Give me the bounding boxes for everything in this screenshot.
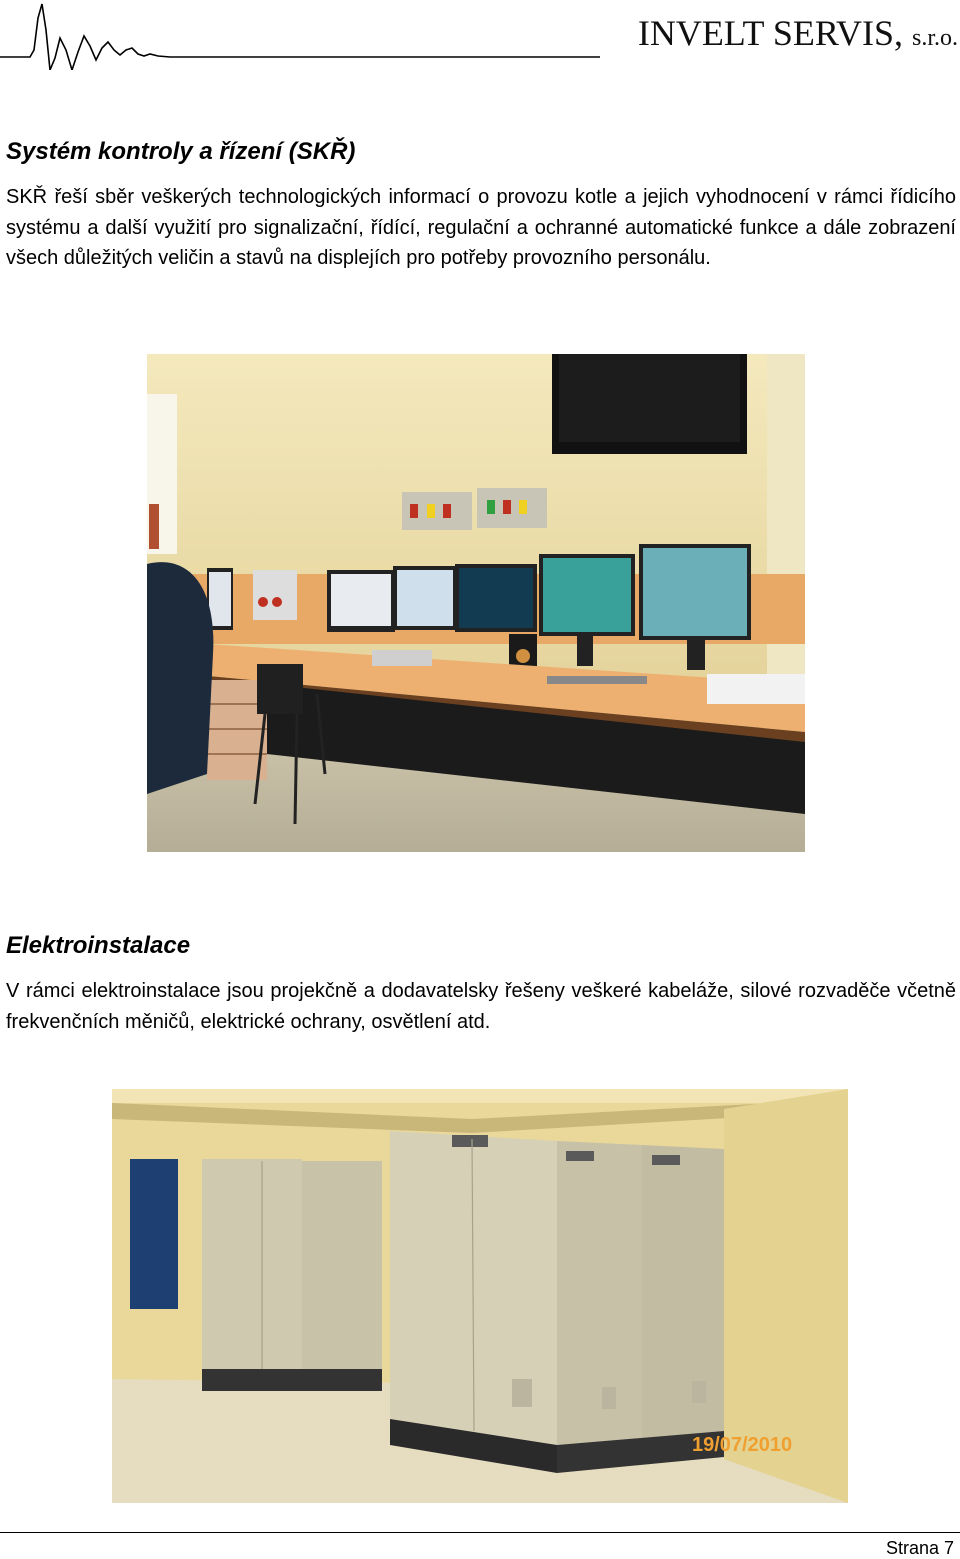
page-header — [0, 0, 960, 70]
control-room-photo — [147, 354, 805, 852]
section-body-skr: SKŘ řeší sběr veškerých technologických informací o provozu kotle a jejich vyhodnocení v rámci řídicího systému a další využití pro signalizační, řídící, regulační a ochranné automatické funkce a dále zobrazení všech důležitých veličin a stavů na displejích pro potřeby provozního personálu. — [6, 186, 956, 269]
section-body-elektroinstalace: V rámci elektroinstalace jsou projekčně a dodavatelsky řešeny veškeré kabeláže, silové rozvaděče včetně frekvenčních měničů, elektrické ochrany, osvětlení atd. — [6, 980, 956, 1033]
cabinet-label-a1cja13 — [452, 1135, 488, 1147]
page-number: Strana 7 — [885, 1538, 954, 1558]
section-heading-skr: Systém kontroly a řízení (SKŘ) — [6, 138, 356, 165]
date-stamp: 19/07/2010 — [692, 1434, 793, 1456]
section-heading-elektroinstalace: Elektroinstalace — [6, 932, 191, 959]
company-name: INVELT SERVIS, s.r.o. — [637, 13, 958, 53]
footer-divider — [0, 1532, 960, 1533]
switchgear-photo — [112, 1089, 848, 1503]
waveform-logo-icon — [0, 0, 600, 70]
cabinet-label-a1cja12 — [566, 1151, 594, 1161]
cabinet-label-a1cja11 — [652, 1155, 680, 1165]
